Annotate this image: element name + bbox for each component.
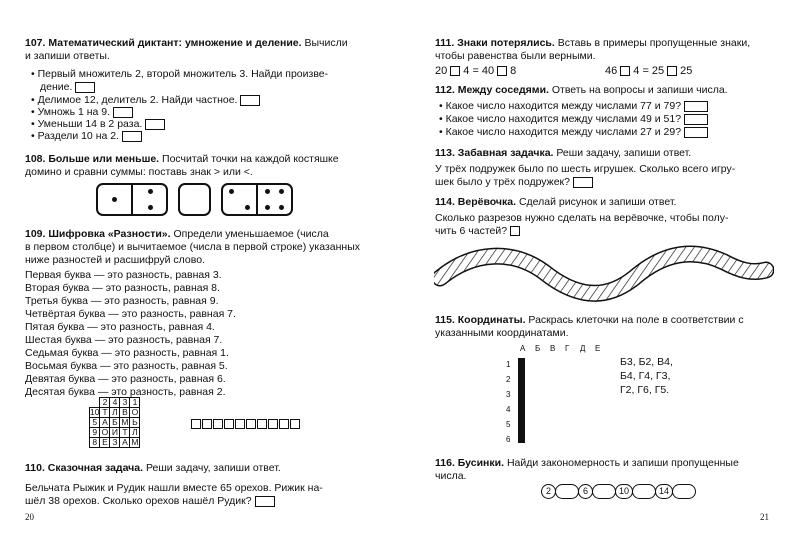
row-label: 4: [506, 405, 511, 414]
col-label: Г: [565, 344, 570, 353]
page-number: 20: [25, 512, 34, 522]
task-112-heading: [435, 84, 728, 97]
answer-cell[interactable]: [191, 419, 201, 429]
answer-box[interactable]: [113, 107, 133, 118]
task-111-title: 111. Знаки потерялись.: [435, 37, 555, 49]
cipher-cell: Б: [110, 418, 120, 428]
task-107-intro2: и запиши ответы.: [25, 50, 110, 62]
task-108-line1: Посчитай точки на каждой костяшке: [162, 153, 339, 165]
sign-box[interactable]: [667, 66, 677, 76]
row-label: 2: [506, 375, 511, 384]
task-113-intro: Реши задачу, запиши ответ.: [556, 147, 692, 159]
task-110-line2-text: шёл 38 орехов. Сколько орехов нашёл Рудик?: [25, 495, 252, 507]
equation-2: [605, 65, 692, 78]
bullet: •: [31, 118, 35, 130]
task-112-item-text: Какое число находится между числами 49 и 51?: [445, 113, 682, 125]
domino-divider: [256, 185, 258, 214]
domino-right: [221, 183, 293, 216]
eq-term: 8: [510, 65, 517, 77]
cipher-cell: И: [111, 427, 119, 437]
cipher-cell: А: [100, 418, 110, 428]
domino-dot: [112, 197, 117, 202]
cipher-row-header: 9: [90, 428, 100, 438]
eq-term: 20: [435, 65, 448, 77]
domino-dot: [279, 205, 284, 210]
task-108-heading: [25, 153, 339, 166]
cipher-rule: Вторая буква — это разность, равная 8.: [25, 282, 220, 294]
task-110-intro: Реши задачу, запиши ответ.: [145, 462, 281, 474]
answer-cell[interactable]: [224, 419, 234, 429]
task-109-title: 109. Шифровка «Разности».: [25, 228, 171, 240]
task-113-title: 113. Забавная задачка.: [435, 147, 554, 159]
domino-dot: [245, 205, 250, 210]
task-109-line2: в первом столбце) и вычитаемое (числа в первой строке) указанных: [25, 241, 361, 253]
bead-empty[interactable]: [592, 484, 616, 499]
task-112-title: 112. Между соседями.: [435, 84, 549, 96]
answer-box[interactable]: [145, 119, 165, 130]
cipher-row-header: 10: [90, 407, 100, 417]
task-114-heading: [435, 196, 676, 209]
coords-line: Г2, Г6, Г5.: [620, 384, 670, 396]
cipher-cell: Т: [100, 408, 110, 418]
cipher-header-cell: 4: [110, 398, 120, 408]
col-label: Б: [535, 344, 541, 353]
coords-line: Б4, Г4, Г3,: [620, 370, 671, 382]
answer-box[interactable]: [510, 226, 520, 236]
cipher-cell: О: [101, 427, 109, 437]
answer-box[interactable]: [684, 127, 708, 138]
grid-cell[interactable]: [524, 387, 525, 401]
answer-cell[interactable]: [257, 419, 267, 429]
bead-empty[interactable]: [632, 484, 656, 499]
bead: 6: [578, 484, 593, 499]
sign-box[interactable]: [450, 66, 460, 76]
page-number: 21: [760, 512, 769, 522]
cipher-header-cell: 3: [120, 398, 130, 408]
task-114-intro: Сделай рисунок и запиши ответ.: [518, 196, 677, 208]
sign-box[interactable]: [497, 66, 507, 76]
task-114-line1: Сколько разрезов нужно сделать на верёвочке, чтобы полу-: [435, 212, 729, 224]
task-114-line2-text: чить 6 частей?: [435, 225, 508, 237]
domino-dot: [229, 189, 234, 194]
answer-cell[interactable]: [290, 419, 300, 429]
answer-cell[interactable]: [213, 419, 223, 429]
cipher-row-header: 8: [90, 438, 100, 448]
task-111-line2: чтобы равенства были верными.: [435, 50, 596, 62]
task-107-item-text: Раздели 10 на 2.: [37, 130, 120, 142]
task-115-title: 115. Координаты.: [435, 314, 526, 326]
eq-term: 4: [633, 65, 640, 77]
bead-empty[interactable]: [555, 484, 579, 499]
answer-cell[interactable]: [202, 419, 212, 429]
bullet: •: [31, 106, 35, 118]
cipher-rule: Четвёртая буква — это разность, равная 7.: [25, 308, 236, 320]
cipher-table: [89, 397, 140, 448]
answer-box[interactable]: [684, 101, 708, 112]
answer-box[interactable]: [573, 177, 593, 188]
task-114-title: 114. Верёвочка.: [435, 196, 517, 208]
task-110-line1: Бельчата Рыжик и Рудик нашли вместе 65 орехов. Рижик на-: [25, 482, 323, 494]
grid-table: [518, 358, 525, 443]
cipher-cell: Ь: [130, 418, 140, 428]
task-107-item-text: Уменьши 14 в 2 раза.: [37, 118, 143, 130]
domino-left: [96, 183, 168, 216]
domino-dot: [265, 205, 270, 210]
task-109-line3: ниже разностей и расшифруй слово.: [25, 254, 205, 266]
task-116-line2: числа.: [435, 470, 467, 482]
cipher-rule: Пятая буква — это разность, равная 4.: [25, 321, 215, 333]
comparison-box[interactable]: [178, 183, 211, 216]
task-112-item: • Какое число находится между числами 49 и 51?: [439, 113, 708, 126]
rope-image: [434, 240, 774, 308]
right-page: [398, 0, 796, 540]
coords-line: Б3, Б2, В4,: [620, 356, 673, 368]
cipher-header-cell: 1: [130, 398, 140, 408]
task-110-title: 110. Сказочная задача.: [25, 462, 144, 474]
cipher-corner: [90, 398, 100, 408]
cipher-cell: М: [121, 417, 129, 427]
task-112-intro: Ответь на вопросы и запиши числа.: [551, 84, 728, 96]
task-107-title: 107. Математический диктант: умножение и деление.: [25, 37, 302, 49]
task-113-line1: У трёх подружек было по шесть игрушек. Сколько всего игру-: [435, 163, 736, 175]
cipher-cell: А: [120, 438, 130, 448]
answer-cell[interactable]: [279, 419, 289, 429]
col-label: В: [550, 344, 556, 353]
cipher-cell: Т: [120, 428, 130, 438]
col-label: Е: [595, 344, 601, 353]
task-109-heading: [25, 228, 329, 241]
eq-term: 4: [463, 65, 470, 77]
bead-empty[interactable]: [672, 484, 696, 499]
task-112-item-text: Какое число находится между числами 77 и 79?: [445, 100, 682, 112]
bullet: •: [31, 130, 35, 142]
cipher-cell: О: [131, 407, 139, 417]
task-113-heading: [435, 147, 691, 160]
task-112-item: • Какое число находится между числами 77 и 79?: [439, 100, 708, 113]
task-112-item-text: Какое число находится между числами 27 и 29?: [445, 126, 682, 138]
task-110-heading: [25, 462, 281, 475]
bead: 14: [655, 484, 673, 499]
task-111-heading: [435, 37, 750, 50]
task-107-item-text: Умножь 1 на 9.: [37, 106, 111, 118]
eq-term: = 40: [472, 65, 495, 77]
bead: 10: [615, 484, 633, 499]
domino-dot: [279, 189, 284, 194]
task-116-title: 116. Бусинки.: [435, 457, 505, 469]
grid-cell[interactable]: [524, 401, 525, 415]
grid-cell[interactable]: [524, 429, 525, 443]
answer-box[interactable]: [684, 114, 708, 125]
cipher-header-cell: 2: [100, 398, 110, 408]
col-label: Д: [580, 344, 586, 353]
task-110-line2: [25, 495, 275, 508]
grid-cell[interactable]: [524, 373, 525, 387]
cipher-cell: Е: [100, 438, 110, 448]
answer-strip: [191, 419, 301, 429]
task-113-line2: [435, 176, 593, 189]
task-107-item: [40, 81, 95, 94]
answer-box[interactable]: [75, 82, 95, 93]
cipher-rule: Седьмая буква — это разность, равная 1.: [25, 347, 229, 359]
cipher-cell: З: [110, 438, 120, 448]
domino-dot: [148, 189, 153, 194]
task-116-line1: Найди закономерность и запиши пропущенные: [506, 457, 739, 469]
domino-dot: [265, 189, 270, 194]
task-108-title: 108. Больше или меньше.: [25, 153, 160, 165]
equation-1: [435, 65, 516, 78]
task-107-item: [31, 130, 142, 143]
cipher-rule: Первая буква — это разность, равная 3.: [25, 269, 222, 281]
bullet: •: [31, 68, 35, 80]
eq-term: = 25: [642, 65, 665, 77]
bullet: •: [31, 94, 35, 106]
cipher-rule: Восьмая буква — это разность, равная 5.: [25, 360, 228, 372]
task-115-heading: [435, 314, 744, 327]
eq-term: 46: [605, 65, 618, 77]
cipher-rule: Девятая буква — это разность, равная 6.: [25, 373, 226, 385]
grid-cell[interactable]: [524, 415, 525, 429]
task-113-line2-text: шек было у трёх подружек?: [435, 176, 570, 188]
task-115-line1: Раскрась клеточки на поле в соответствии с: [528, 314, 744, 326]
cipher-cell: Л: [110, 408, 120, 418]
answer-cell[interactable]: [268, 419, 278, 429]
answer-box[interactable]: [240, 95, 260, 106]
row-label: 6: [506, 435, 511, 444]
task-111-line1: Вставь в примеры пропущенные знаки,: [557, 37, 751, 49]
task-107-item-text: Делимое 12, делитель 2. Найди частное.: [37, 94, 238, 106]
task-116-heading: [435, 457, 739, 470]
cipher-rule: Десятая буква — это разность, равная 2.: [25, 386, 226, 398]
row-label: 3: [506, 390, 511, 399]
task-114-line2: [435, 225, 523, 238]
task-107-intro: Вычисли: [304, 37, 348, 49]
sign-box[interactable]: [620, 66, 630, 76]
row-label: 1: [506, 360, 511, 369]
task-109-line1: Определи уменьшаемое (числа: [173, 228, 329, 240]
domino-dot: [148, 205, 153, 210]
row-label: 5: [506, 420, 511, 429]
answer-box[interactable]: [255, 496, 275, 507]
bead: 2: [541, 484, 556, 499]
task-107-item-text: дение.: [40, 81, 73, 93]
answer-cell[interactable]: [235, 419, 245, 429]
col-label: А: [520, 344, 526, 353]
task-107-item-text: Первый множитель 2, второй множитель 3. Найди произве-: [37, 68, 329, 80]
cipher-row-header: 5: [90, 418, 100, 428]
answer-box[interactable]: [122, 131, 142, 142]
task-112-item: • Какое число находится между числами 27 и 29?: [439, 126, 708, 139]
cipher-cell: М: [131, 437, 139, 447]
answer-cell[interactable]: [246, 419, 256, 429]
task-107-heading: [25, 37, 348, 50]
cipher-rule: Третья буква — это разность, равная 9.: [25, 295, 219, 307]
task-115-line2: указанными координатами.: [435, 327, 569, 339]
eq-term: 25: [680, 65, 693, 77]
task-108-line2: домино и сравни суммы: поставь знак > или <.: [25, 166, 253, 178]
cipher-rule: Шестая буква — это разность, равная 7.: [25, 334, 223, 346]
grid-cell[interactable]: [524, 359, 525, 373]
domino-divider: [131, 185, 133, 214]
cipher-cell: В: [120, 408, 130, 418]
cipher-cell: Л: [130, 428, 140, 438]
task-107-item: [31, 68, 328, 81]
